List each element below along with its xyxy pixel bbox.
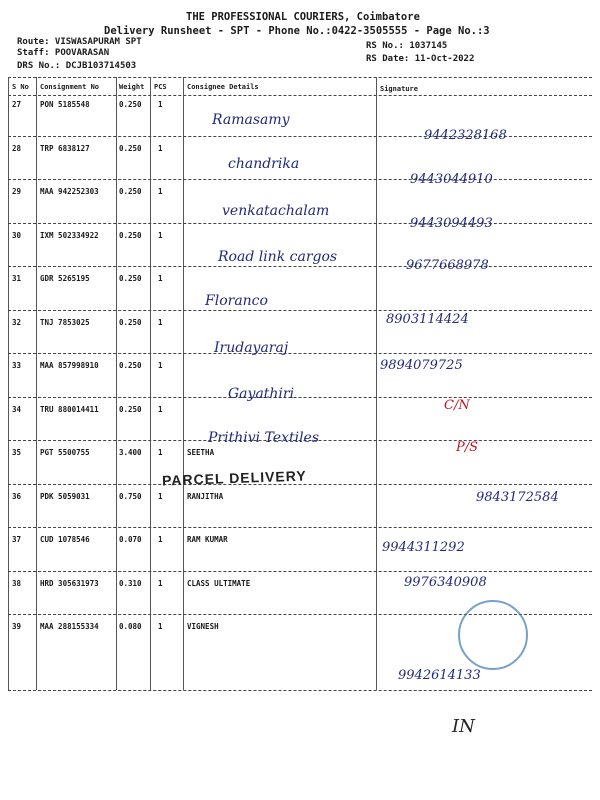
pcs-value: 1 [158,143,163,153]
row-sno: 29 [12,187,22,196]
col-signature: Signature [380,85,418,93]
consignment-number: CUD 1078546 [40,535,90,544]
weight-value: 0.250 [119,143,142,153]
row-divider [8,353,592,354]
row-sno: 36 [12,491,22,501]
consignee-name: SEETHA [187,448,215,457]
row-sno: 37 [12,535,22,544]
weight-value: 0.250 [119,274,142,283]
row-sno: 31 [12,274,22,283]
consignment-number: HRD 305631973 [40,578,99,588]
col-sno: S No [12,83,29,91]
signature-entry: 9443044910 [410,172,493,187]
pcs-value: 1 [158,187,163,196]
column-divider [8,77,9,690]
col-consignment: Consignment No [40,83,100,91]
pcs-value: 1 [158,622,163,631]
row-sno: 39 [12,622,22,631]
weight-value: 0.250 [119,317,142,327]
weight-value: 0.250 [119,361,142,370]
row-divider [8,266,592,267]
consignment-number: PGT 5500755 [40,448,90,457]
row-sno: 30 [12,230,22,240]
column-divider [150,77,151,690]
handwritten-consignee: venkatachalam [222,203,330,219]
consignment-number: TNJ 7853025 [40,317,90,327]
handwritten-consignee: Road link cargos [218,249,338,265]
weight-value: 0.250 [119,230,142,240]
column-divider [183,77,184,690]
company-seal-icon [458,600,528,670]
row-divider [8,397,592,398]
handwritten-consignee: Prithivi Textiles [208,430,320,446]
row-divider [8,95,592,96]
handwritten-consignee: Gayathiri [228,386,295,402]
rs-number: RS No.: 1037145 [366,41,448,51]
signature-entry: 9894079725 [380,358,463,373]
row-divider [8,77,592,78]
row-sno: 38 [12,578,22,588]
signature-entry: 9843172584 [476,490,559,505]
weight-value: 0.080 [119,622,142,631]
weight-value: 0.250 [119,100,142,109]
row-sno: 27 [12,100,22,109]
pcs-value: 1 [158,230,163,240]
row-divider [8,527,592,528]
row-divider [8,179,592,180]
signature-entry: 9677668978 [406,258,489,273]
consignee-name: RAM KUMAR [187,535,228,544]
footer-mark: IN [452,716,475,737]
consignment-number: IXM 502334922 [40,230,99,240]
signature-entry: 9976340908 [404,575,487,590]
runsheet-title: Delivery Runsheet - SPT - Phone No.:0422-3505555 - Page No.:3 [104,25,490,37]
consignee-name: VIGNESH [187,622,219,631]
column-divider [376,77,377,690]
weight-value: 0.250 [119,187,142,196]
pcs-value: 1 [158,317,163,327]
row-divider [8,571,592,572]
handwritten-consignee: Floranco [205,293,268,309]
signature-entry: 9944311292 [382,540,465,555]
row-divider [8,310,592,311]
row-sno: 34 [12,404,22,414]
consignment-number: MAA 288155334 [40,622,99,631]
consignment-number: PDK 5059031 [40,491,90,501]
weight-value: 0.250 [119,404,142,414]
consignment-number: GDR 5265195 [40,274,90,283]
row-sno: 32 [12,317,22,327]
handwritten-consignee: Ramasamy [212,112,290,128]
row-divider [8,690,592,691]
pcs-value: 1 [158,100,163,109]
row-sno: 28 [12,143,22,153]
pcs-value: 1 [158,535,163,544]
row-divider [8,223,592,224]
pcs-value: 1 [158,578,163,588]
row-sno: 35 [12,448,22,457]
company-title: THE PROFESSIONAL COURIERS, Coimbatore [186,11,420,23]
consignment-number: PON 5185548 [40,100,90,109]
signature-entry: 9442328168 [424,128,507,143]
staff-label: Staff: POOVARASAN [17,48,110,58]
weight-value: 3.400 [119,448,142,457]
route-label: Route: VISWASAPURAM SPT [17,37,142,47]
pcs-value: 1 [158,448,163,457]
signature-entry: 9942614133 [398,668,481,683]
signature-entry: 9443094493 [410,216,493,231]
handwritten-consignee: chandrika [228,156,300,172]
column-divider [116,77,117,690]
weight-value: 0.070 [119,535,142,544]
col-pcs: PCS [154,83,167,91]
drs-number: DRS No.: DCJB103714503 [17,61,137,71]
rs-date: RS Date: 11-Oct-2022 [366,54,475,64]
column-divider [36,77,37,690]
consignment-number: TRP 6838127 [40,143,90,153]
consignment-number: MAA 857998910 [40,361,99,370]
consignment-number: MAA 942252303 [40,187,99,196]
col-weight: Weight [119,83,145,91]
pcs-value: 1 [158,491,163,501]
weight-value: 0.310 [119,578,142,588]
signature-entry: P/S [456,440,479,455]
consignee-name: RANJITHA [187,491,224,501]
signature-entry: 8903114424 [386,312,469,327]
consignment-number: TRU 880014411 [40,404,99,414]
pcs-value: 1 [158,361,163,370]
parcel-delivery-stamp: PARCEL DELIVERY [161,467,307,489]
handwritten-consignee: Irudayaraj [214,340,289,356]
pcs-value: 1 [158,274,163,283]
row-sno: 33 [12,361,22,370]
pcs-value: 1 [158,404,163,414]
col-consignee: Consignee Details [187,83,259,91]
consignee-name: CLASS ULTIMATE [187,578,251,588]
weight-value: 0.750 [119,491,142,501]
signature-entry: C/N [444,398,470,413]
